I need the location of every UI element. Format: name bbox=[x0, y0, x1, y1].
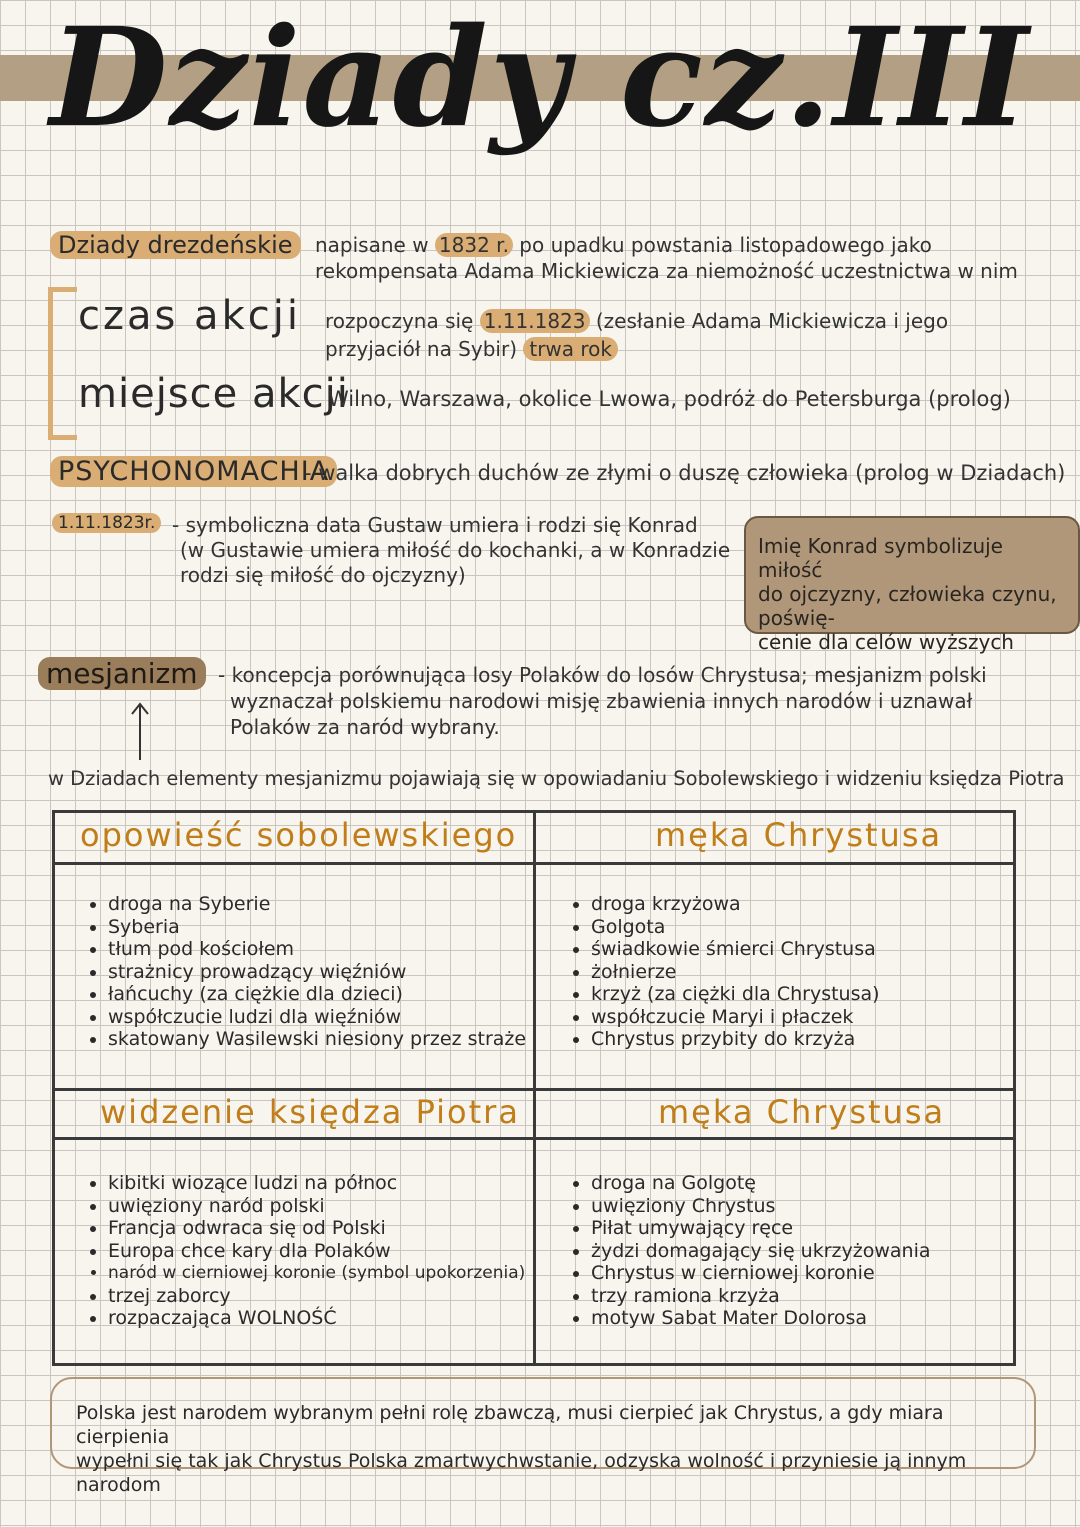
summary-line1: Polska jest narodem wybranym pełni rolę zbawczą, musi cierpieć jak Chrystus, a gdy miara cierpienia bbox=[76, 1402, 944, 1448]
list-item: • rozpaczająca WOLNOŚĆ bbox=[108, 1307, 525, 1330]
list-item: • współczucie Maryi i płaczek bbox=[591, 1006, 880, 1029]
list-item: • świadkowie śmierci Chrystusa bbox=[591, 938, 880, 961]
list-item: • Piłat umywający ręce bbox=[591, 1217, 931, 1240]
list-item: • droga na Golgotę bbox=[591, 1172, 931, 1195]
date-note-label: 1.11.1823r. bbox=[52, 510, 161, 536]
table-divider-h3 bbox=[52, 1137, 1016, 1140]
date-note-line3: rodzi się miłość do ojczyzny) bbox=[180, 563, 466, 587]
table-divider-h1 bbox=[52, 862, 1016, 865]
intro-line2: rekompensata Adama Mickiewicza za niemożność uczestnictwa w nim bbox=[315, 259, 1018, 283]
table-header-meka-1: męka Chrystusa bbox=[655, 816, 943, 854]
date-note-line2: (w Gustawie umiera miłość do kochanki, a w Konradzie bbox=[180, 538, 731, 562]
list-item: • kibitki wiozące ludzi na północ bbox=[108, 1172, 525, 1195]
list-item: • Francja odwraca się od Polski bbox=[108, 1217, 525, 1240]
konrad-note-box bbox=[744, 516, 1080, 654]
list-sobolewski bbox=[82, 893, 526, 1051]
list-item: • uwięziony Chrystus bbox=[591, 1195, 931, 1218]
miejsce-akcji-label: miejsce akcji bbox=[78, 371, 349, 417]
list-item: • tłum pod kościołem bbox=[108, 938, 526, 961]
psychonomachia-text: - walka dobrych duchów ze złymi o duszę człowieka (prolog w Dziadach) bbox=[304, 461, 1066, 485]
czas-akcji-date: 1.11.1823 bbox=[480, 309, 590, 333]
mesjanizm-label: mesjanizm bbox=[38, 657, 206, 691]
list-item: • krzyż (za ciężki dla Chrystusa) bbox=[591, 983, 880, 1006]
list-piotr bbox=[82, 1172, 525, 1330]
list-item: • trzej zaborcy bbox=[108, 1285, 525, 1308]
konrad-line1: Imię Konrad symbolizuje miłość bbox=[758, 534, 1003, 582]
page-title: Dziady cz.III bbox=[49, 0, 1031, 158]
mesjanizm-line1: - koncepcja porównująca losy Polaków do losów Chrystusa; mesjanizm polski bbox=[218, 663, 987, 687]
date-note-line1: - symboliczna data Gustaw umiera i rodzi się Konrad bbox=[172, 513, 698, 537]
summary-box bbox=[50, 1377, 1036, 1496]
czas-akcji-duration: trwa rok bbox=[523, 337, 618, 361]
list-item: • żydzi domagający się ukrzyżowania bbox=[591, 1240, 931, 1263]
list-item: • strażnicy prowadzący więźniów bbox=[108, 961, 526, 984]
list-item: • trzy ramiona krzyża bbox=[591, 1285, 931, 1308]
table-header-meka-2: męka Chrystusa bbox=[658, 1093, 946, 1131]
mesjanizm-line3: Polaków za naród wybrany. bbox=[230, 715, 500, 739]
list-item: • Europa chce kary dla Polaków bbox=[108, 1240, 525, 1263]
list-item: • uwięziony naród polski bbox=[108, 1195, 525, 1218]
konrad-line3: cenie dla celów wyższych bbox=[758, 630, 1014, 654]
czas-akcji-label: czas akcji bbox=[78, 293, 301, 339]
list-meka-1 bbox=[565, 893, 880, 1051]
list-item: • Chrystus przybity do krzyża bbox=[591, 1028, 880, 1051]
konrad-line2: do ojczyzny, człowieka czynu, poświę- bbox=[758, 582, 1057, 630]
list-item: • żołnierze bbox=[591, 961, 880, 984]
up-arrow-icon bbox=[130, 700, 150, 762]
elements-line: w Dziadach elementy mesjanizmu pojawiają się w opowiadaniu Sobolewskiego i widzeniu księdza Piotra bbox=[48, 767, 1065, 790]
list-item: • łańcuchy (za ciężkie dla dzieci) bbox=[108, 983, 526, 1006]
list-item: • motyw Sabat Mater Dolorosa bbox=[591, 1307, 931, 1330]
list-item: • skatowany Wasilewski niesiony przez straże bbox=[108, 1028, 526, 1051]
table-divider-h2 bbox=[52, 1088, 1016, 1091]
table-header-sobolewski: opowieść sobolewskiego bbox=[80, 816, 518, 854]
list-item: • naród w cierniowej koronie (symbol upokorzenia) bbox=[108, 1262, 525, 1285]
table-header-piotr: widzenie księdza Piotra bbox=[100, 1093, 520, 1131]
bracket-decoration bbox=[48, 287, 77, 440]
intro-text: napisane w 1832 r. po upadku powstania listopadowego jako bbox=[315, 233, 932, 257]
mesjanizm-line2: wyznaczał polskiemu narodowi misję zbawienia innych narodów i uznawał bbox=[230, 689, 973, 713]
intro-year: 1832 r. bbox=[435, 233, 513, 257]
list-item: • Chrystus w cierniowej koronie bbox=[591, 1262, 931, 1285]
list-item: • Syberia bbox=[108, 916, 526, 939]
list-item: • droga na Syberie bbox=[108, 893, 526, 916]
czas-akcji-text: rozpoczyna się 1.11.1823 (zesłanie Adama Mickiewicza i jego bbox=[325, 309, 949, 333]
psychonomachia-label: PSYCHONOMACHIA bbox=[50, 455, 337, 489]
list-item: • współczucie ludzi dla więźniów bbox=[108, 1006, 526, 1029]
miejsce-akcji-text: Wilno, Warszawa, okolice Lwowa, podróż do Petersburga (prolog) bbox=[328, 387, 1011, 411]
list-item: • Golgota bbox=[591, 916, 880, 939]
czas-akcji-line2: przyjaciół na Sybir) trwa rok bbox=[325, 338, 618, 360]
intro-label: Dziady drezdeńskie bbox=[50, 228, 301, 262]
list-meka-2 bbox=[565, 1172, 931, 1330]
list-item: • droga krzyżowa bbox=[591, 893, 880, 916]
summary-line2: wypełni się tak jak Chrystus Polska zmartwychwstanie, odzyska wolność i przyniesie ją innym narodom bbox=[76, 1450, 967, 1496]
